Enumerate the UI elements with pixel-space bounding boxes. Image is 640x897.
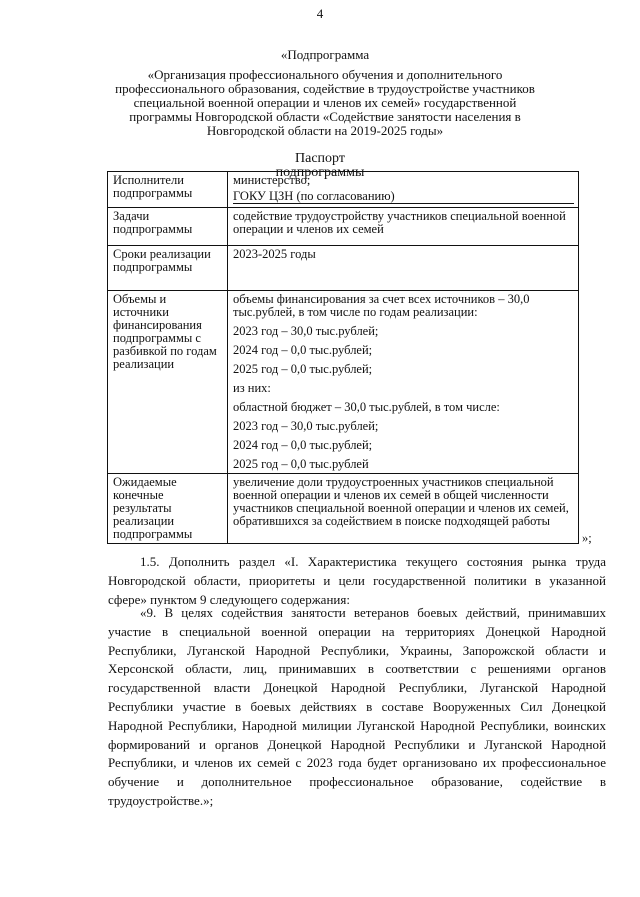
value-line: 2023 год – 30,0 тыс.рублей; <box>233 419 379 433</box>
row-value-executors <box>228 172 579 208</box>
subprogram-title: «Организация профессионального обучения и дополнительного профессионального образования, содействие в трудоустройстве участников специальной военной операции и членов их семей» государственной программы Новгородской области «Содействие занятости населения в Новгородской области на 2019-2025 годы» <box>115 67 535 138</box>
paragraph-9: «9. В целях содействия занятости ветеранов боевых действий, принимавших участие в специальной военной операции на территориях Донецкой Народной Республики, Луганской Народной Республики, Украины, Запорожской области и Херсонской области, лиц, принимавших в соответствии с решениями органов государственной власти Донецкой Народной Республики, Луганской Народной Республики участие в боевых действиях в составе Вооруженных Сил Донецкой Народной Республики, Народной милиции Луганской Народной Республики, воинских формирований и органов Донецкой Народной Республики и Луганской Народной Республики, и членов их семей с 2023 года будет организовано их профессиональное обучение и дополнительное профессиональное образование, содействие в трудоустройстве.»; <box>108 605 606 808</box>
value-line: 2023 год – 30,0 тыс.рублей; <box>233 324 379 338</box>
value-line: областной бюджет – 30,0 тыс.рублей, в том числе: <box>233 400 500 414</box>
row-label-financing: Объемы и источники финансирования подпрограммы с разбивкой по годам реализации <box>108 291 228 474</box>
value-line: 2024 год – 0,0 тыс.рублей; <box>233 343 373 357</box>
subprogram-heading: «Подпрограмма <box>280 47 370 62</box>
row-value-results: увеличение доли трудоустроенных участников специальной военной операции и членов их семей в общей численности участников специальной военной операции и членов их семей, обратившихся за содействием в поиске подходящей работы <box>228 474 579 544</box>
table-row <box>108 291 579 474</box>
value-line: 2025 год – 0,0 тыс.рублей <box>233 457 369 471</box>
row-label-tasks: Задачи подпрограммы <box>108 208 228 246</box>
passport-title: Паспорт подпрограммы <box>275 151 365 180</box>
table-row <box>108 474 579 544</box>
row-value-tasks: содействие трудоустройству участников специальной военной операции и членов их семей <box>228 208 579 246</box>
value-line: из них: <box>233 381 271 395</box>
page-number: 4 <box>316 6 324 21</box>
table-row <box>108 246 579 291</box>
value-line: объемы финансирования за счет всех источников – 30,0 тыс.рублей, в том числе по годам реализации: <box>233 292 530 319</box>
table-row <box>108 208 579 246</box>
value-line: ГОКУ ЦЗН (по согласованию) <box>233 190 574 204</box>
row-value-financing <box>228 291 579 474</box>
passport-table <box>107 171 579 544</box>
row-label-results: Ожидаемые конечные результаты реализации подпрограммы <box>108 474 228 544</box>
paragraph-1-5: 1.5. Дополнить раздел «I. Характеристика текущего состояния рынка труда Новгородской области, приоритеты и цели государственной политики в указанной сфере» пунктом 9 следующего содержания: <box>108 554 606 607</box>
table-row <box>108 172 579 208</box>
row-value-terms: 2023-2025 годы <box>228 246 579 291</box>
value-line: 2024 год – 0,0 тыс.рублей; <box>233 438 373 452</box>
row-label-executors: Исполнители подпрограммы <box>108 172 228 208</box>
row-label-terms: Сроки реализации подпрограммы <box>108 246 228 291</box>
closing-quote: »; <box>582 531 592 545</box>
value-line: министерство; <box>233 173 311 187</box>
value-line: 2025 год – 0,0 тыс.рублей; <box>233 362 373 376</box>
